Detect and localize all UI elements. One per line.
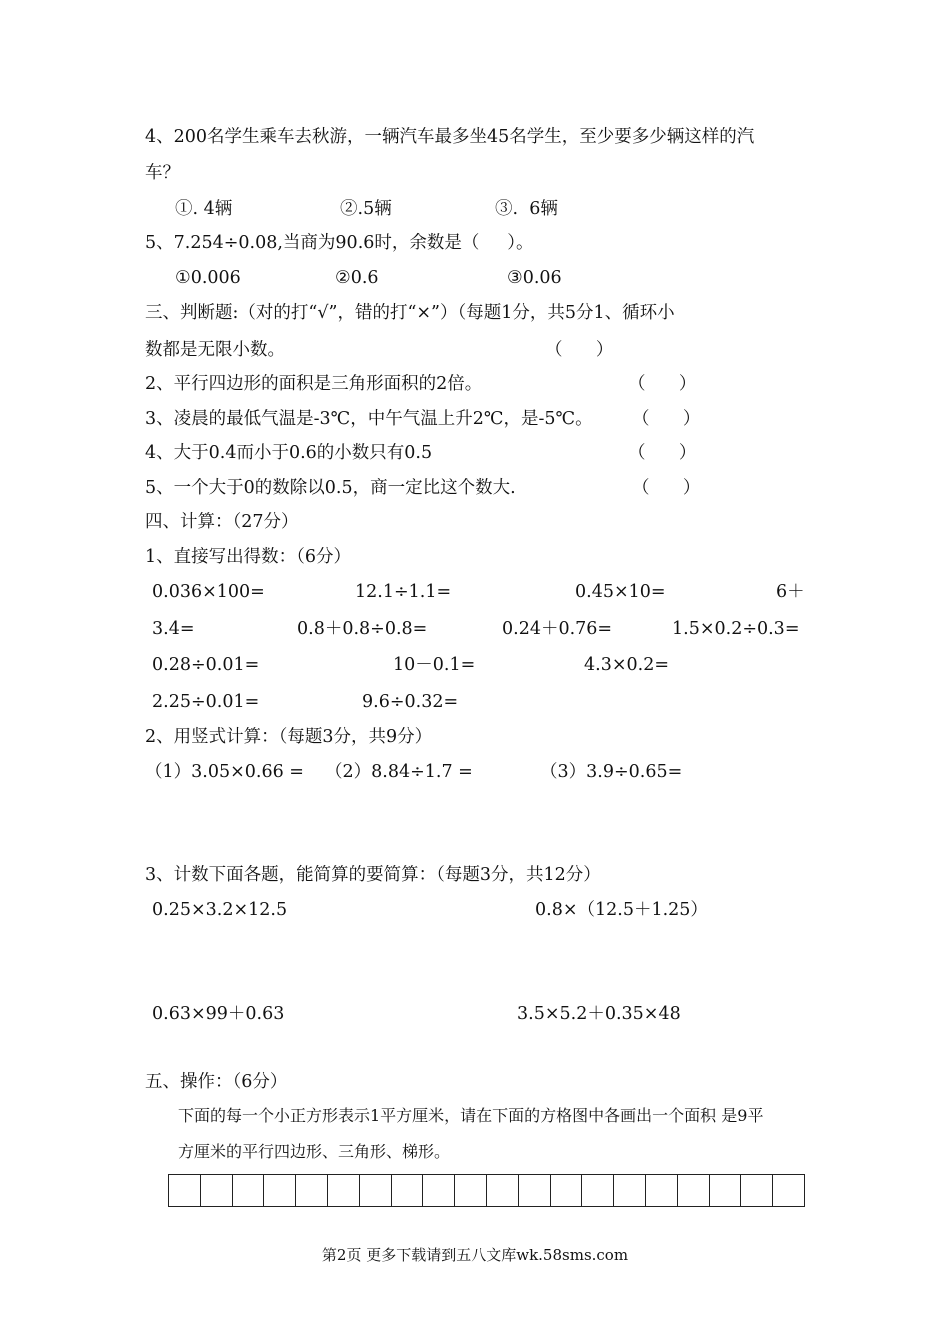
grid-cell bbox=[264, 1174, 296, 1207]
calc-part3-r2-c1: 0.63×99＋0.63 bbox=[152, 1004, 285, 1024]
calc-r2-c3: 0.24＋0.76= bbox=[502, 619, 613, 639]
grid-cell bbox=[582, 1174, 614, 1207]
square-grid bbox=[168, 1174, 805, 1207]
calc-r1-c4: 6＋ bbox=[776, 582, 805, 602]
calc-r3-c2: 10－0.1= bbox=[393, 655, 476, 675]
page-footer: 第2页 更多下载请到五八文库wk.58sms.com bbox=[321, 1246, 629, 1264]
calc-part2-item2: （2）8.84÷1.7 = bbox=[325, 762, 473, 782]
q5-option-3: ③0.06 bbox=[507, 268, 562, 288]
judge-item2: 2、平行四边形的面积是三角形面积的2倍。 bbox=[145, 374, 483, 394]
grid-cell bbox=[614, 1174, 646, 1207]
judge-paren-2: （ ） bbox=[628, 374, 697, 394]
grid-cell bbox=[328, 1174, 360, 1207]
calc-part1-title: 1、直接写出得数：（6分） bbox=[145, 547, 352, 567]
q4-option-2: ②.5辆 bbox=[340, 199, 392, 219]
judge-item3: 3、凌晨的最低气温是-3℃，中午气温上升2℃，是-5℃。 bbox=[145, 409, 593, 429]
calc-r1-c3: 0.45×10= bbox=[575, 582, 666, 602]
q4-option-3: ③. 6辆 bbox=[495, 199, 558, 219]
calc-r1-c1: 0.036×100= bbox=[152, 582, 265, 602]
calc-r1-c2: 12.1÷1.1= bbox=[355, 582, 452, 602]
calc-r3-c1: 0.28÷0.01= bbox=[152, 655, 260, 675]
grid-cell bbox=[233, 1174, 265, 1207]
calc-part2-item1: （1）3.05×0.66 = bbox=[145, 762, 304, 782]
calc-part3-r1-c2: 0.8×（12.5＋1.25） bbox=[535, 900, 708, 920]
q4-line2: 车？ bbox=[145, 163, 180, 183]
grid-cell bbox=[455, 1174, 487, 1207]
q4-line1: 4、200名学生乘车去秋游，一辆汽车最多坐45名学生，至少要多少辆这样的汽 bbox=[145, 127, 755, 147]
grid-cell bbox=[519, 1174, 551, 1207]
q5-option-1: ①0.006 bbox=[175, 268, 241, 288]
grid-cell bbox=[201, 1174, 233, 1207]
grid-cell bbox=[646, 1174, 678, 1207]
calc-part3-r2-c2: 3.5×5.2＋0.35×48 bbox=[517, 1004, 681, 1024]
calc-r2-c4: 1.5×0.2÷0.3= bbox=[672, 619, 800, 639]
grid-cell bbox=[360, 1174, 392, 1207]
q5-option-2: ②0.6 bbox=[335, 268, 379, 288]
grid-cell bbox=[773, 1174, 805, 1207]
calc-title: 四、计算：（27分） bbox=[145, 512, 299, 532]
grid-cell bbox=[741, 1174, 773, 1207]
judge-paren-5: （ ） bbox=[632, 478, 701, 498]
judge-paren-3: （ ） bbox=[632, 409, 701, 429]
grid-cell bbox=[710, 1174, 742, 1207]
grid-cell bbox=[392, 1174, 424, 1207]
judge-item5: 5、一个大于0的数除以0.5，商一定比这个数大. bbox=[145, 478, 516, 498]
q5-stem: 5、7.254÷0.08,当商为90.6时，余数是（ ）。 bbox=[145, 233, 534, 253]
calc-r3-c3: 4.3×0.2= bbox=[584, 655, 669, 675]
grid-cell bbox=[487, 1174, 519, 1207]
calc-r4-c1: 2.25÷0.01= bbox=[152, 692, 260, 712]
operate-title: 五、操作：（6分） bbox=[145, 1072, 288, 1092]
grid-cell bbox=[678, 1174, 710, 1207]
judge-title: 三、判断题:（对的打“√”，错的打“×”）（每题1分，共5分1、循环小 bbox=[145, 303, 675, 323]
operate-desc2: 方厘米的平行四边形、三角形、梯形。 bbox=[178, 1142, 451, 1161]
calc-part3-title: 3、计数下面各题，能简算的要简算：（每题3分，共12分） bbox=[145, 865, 601, 885]
judge-item4: 4、大于0.4而小于0.6的小数只有0.5 bbox=[145, 443, 433, 463]
calc-r2-c2: 0.8＋0.8÷0.8= bbox=[297, 619, 428, 639]
calc-part3-r1-c1: 0.25×3.2×12.5 bbox=[152, 900, 288, 920]
judge-item1-cont: 数都是无限小数。 bbox=[145, 340, 285, 360]
q4-option-1: ①. 4辆 bbox=[175, 199, 233, 219]
grid-cell bbox=[551, 1174, 583, 1207]
calc-part2-title: 2、用竖式计算：（每题3分，共9分） bbox=[145, 727, 433, 747]
operate-desc1: 下面的每一个小正方形表示1平方厘米，请在下面的方格图中各画出一个面积 是9平 bbox=[178, 1106, 764, 1125]
grid-cell bbox=[296, 1174, 328, 1207]
grid-cell bbox=[169, 1174, 201, 1207]
calc-part2-item3: （3）3.9÷0.65= bbox=[540, 762, 683, 782]
judge-paren-1: （ ） bbox=[545, 340, 614, 360]
calc-r4-c2: 9.6÷0.32= bbox=[362, 692, 459, 712]
calc-r2-c1: 3.4= bbox=[152, 619, 195, 639]
grid-cell bbox=[423, 1174, 455, 1207]
judge-paren-4: （ ） bbox=[628, 443, 697, 463]
